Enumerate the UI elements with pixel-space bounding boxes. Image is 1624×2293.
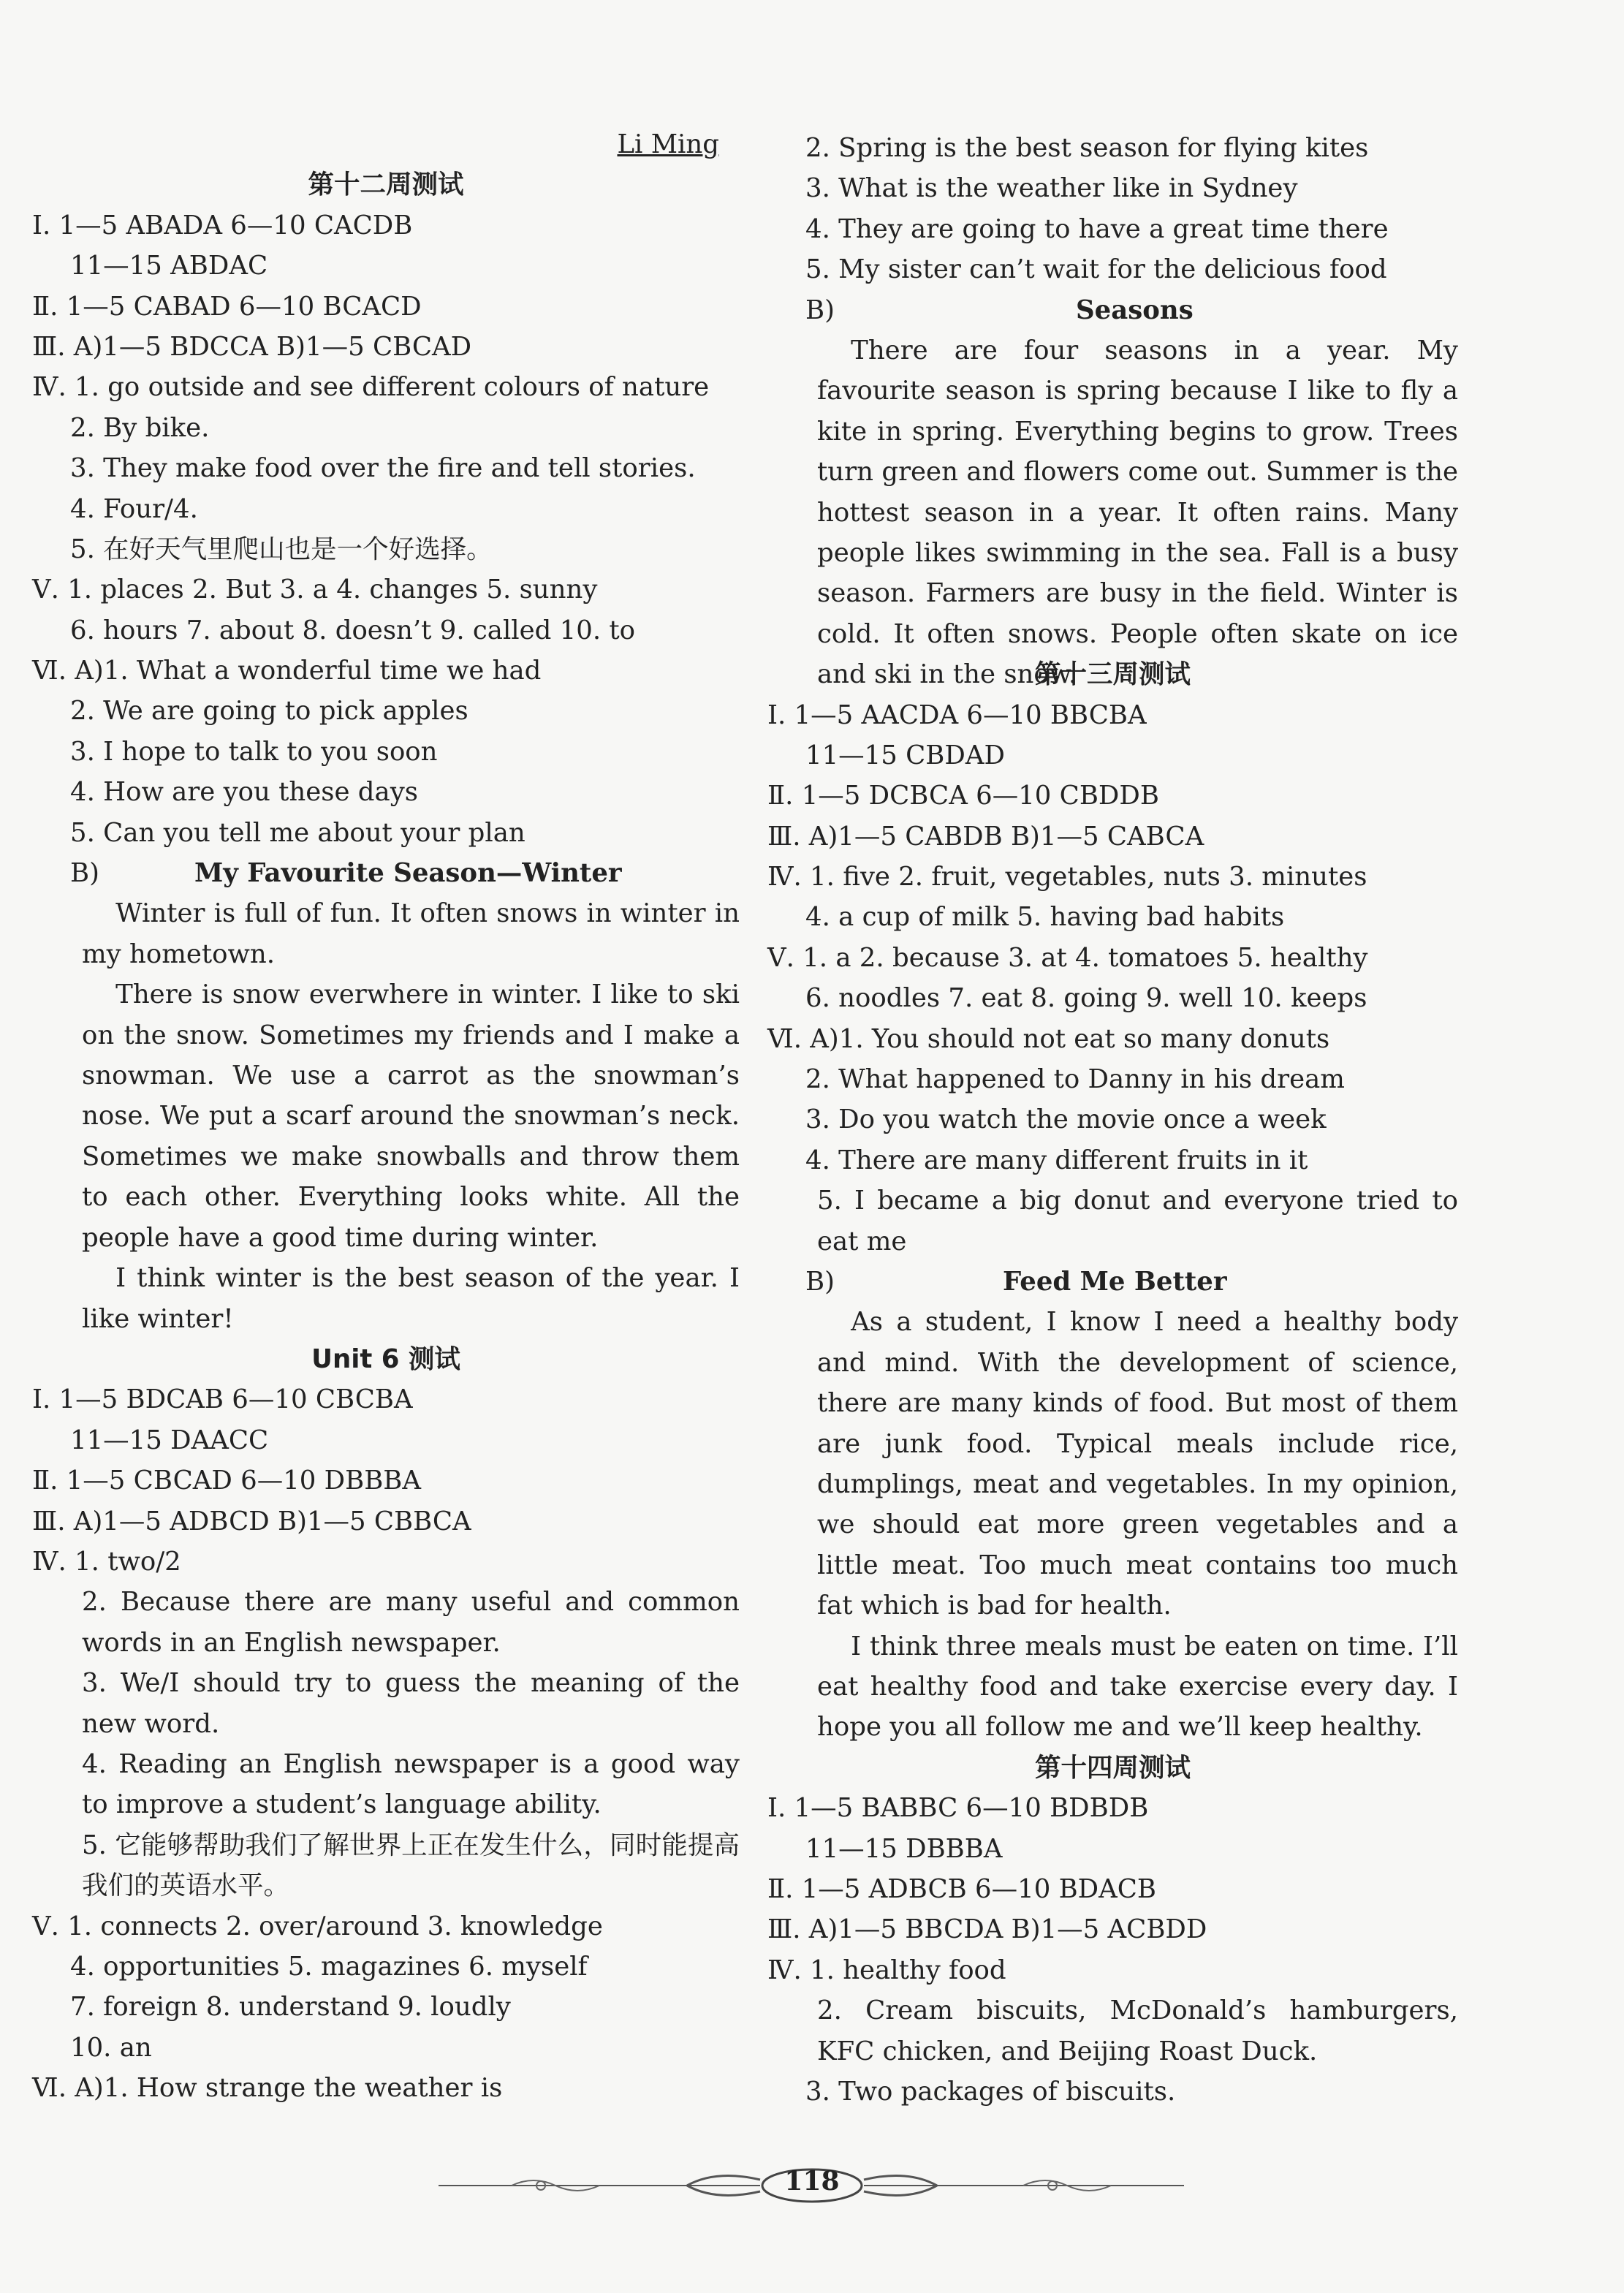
answer-line: 11—15 CBDAD xyxy=(805,740,1005,770)
page-number: 118 xyxy=(784,2166,840,2197)
answer-line: Ⅳ. 1. healthy food xyxy=(767,1955,1006,1985)
essay-paragraph: There is snow everwhere in winter. I like to ski on the snow. Sometimes my friends and I make a snowman. We use a carrot as the snowman’s nose. We put a scarf around the snowman’s neck. Sometimes we make snowballs and throw them to each other. Everything looks white. All the people have a good time during winter. xyxy=(82,979,740,1253)
answer-line: Ⅰ. 1—5 BABBC 6—10 BDBDB xyxy=(767,1793,1149,1824)
essay-paragraph: There are four seasons in a year. My favourite season is spring because I like to fly a kite in spring. Everything begins to grow. Trees turn green and flowers come out. Summer is the hottest season in a year. It often rains. Many people likes swimming in the sea. Fall is a busy season. Farmers are busy in the field. Winter is cold. It often snows. People often skate on ice and ski in the snow. xyxy=(817,335,1458,690)
answer-line: 4. There are many different fruits in it xyxy=(805,1145,1308,1175)
answer-line: Ⅰ. 1—5 ABADA 6—10 CACDB xyxy=(32,210,413,240)
answer-line: Ⅲ. A)1—5 CABDB B)1—5 CABCA xyxy=(767,821,1204,852)
answer-line: 3. I hope to talk to you soon xyxy=(70,736,438,767)
answer-line: 5. Can you tell me about your plan xyxy=(70,817,525,848)
answer-line: 3. What is the weather like in Sydney xyxy=(805,173,1298,204)
answer-line: 5. 在好天气里爬山也是一个好选择。 xyxy=(70,534,493,564)
essay-heading xyxy=(32,853,740,893)
answer-line: 4. Four/4. xyxy=(70,493,198,524)
answer-line: Ⅴ. 1. connects 2. over/around 3. knowledge xyxy=(32,1911,603,1941)
answer-line: Ⅱ. 1—5 DCBCA 6—10 CBDDB xyxy=(767,781,1159,811)
answer-line: 10. an xyxy=(70,2032,152,2063)
essay-title: Seasons xyxy=(1076,295,1194,325)
right-column xyxy=(767,128,1458,2112)
answer-line: 11—15 DAACC xyxy=(70,1425,269,1455)
answer-line: 2. We are going to pick apples xyxy=(70,696,468,727)
answer-line: 4. opportunities 5. magazines 6. myself xyxy=(70,1951,588,1982)
answer-line: 4. How are you these days xyxy=(70,777,418,808)
answer-line: Ⅱ. 1—5 ADBCB 6—10 BDACB xyxy=(767,1873,1157,1904)
answer-paragraph: 3. We/I should try to guess the meaning of the new word. xyxy=(82,1668,740,1739)
answer-line: Ⅰ. 1—5 AACDA 6—10 BBCBA xyxy=(767,700,1147,730)
answer-line: Ⅵ. A)1. How strange the weather is xyxy=(32,2073,503,2104)
answer-line: 4. They are going to have a great time there xyxy=(805,213,1389,244)
section-title-week14: 第十四周测试 xyxy=(1034,1752,1191,1783)
answer-line: Ⅰ. 1—5 BDCAB 6—10 CBCBA xyxy=(32,1384,413,1415)
answer-line: Ⅲ. A)1—5 BDCCA B)1—5 CBCAD xyxy=(32,331,472,362)
answer-line: 6. hours 7. about 8. doesn’t 9. called 10. to xyxy=(70,615,636,645)
answer-line: 3. Do you watch the movie once a week xyxy=(805,1104,1327,1135)
section-title-unit6: Unit 6 测试 xyxy=(311,1344,460,1375)
answer-line: 2. Spring is the best season for flying kites xyxy=(805,133,1369,163)
essay-paragraph: As a student, I know I need a healthy body and mind. With the development of science, there are many kinds of food. But most of them are junk food. Typical meals include rice, dumplings, meat and vegetables. In my opinion, we should eat more green vegetables and a little meat. Too much meat contains too much fat which is bad for health. xyxy=(817,1307,1458,1621)
answer-line: Ⅳ. 1. two/2 xyxy=(32,1546,181,1577)
essay-paragraph: I think three meals must be eaten on time. I’ll eat healthy food and take exercise every day. I hope you all follow me and we’ll keep healthy. xyxy=(817,1631,1458,1743)
answer-line: Ⅴ. 1. places 2. But 3. a 4. changes 5. sunny xyxy=(32,575,598,605)
student-name: Li Ming xyxy=(617,129,719,159)
essay-paragraph: Winter is full of fun. It often snows in winter in my hometown. xyxy=(82,898,740,969)
essay-heading xyxy=(767,290,1458,330)
section-title-week12: 第十二周测试 xyxy=(308,170,464,200)
answer-line: 11—15 DBBBA xyxy=(805,1833,1003,1864)
answer-line: 5. My sister can’t wait for the delicious food xyxy=(805,254,1387,285)
answer-line: 3. They make food over the fire and tell stories. xyxy=(70,453,696,484)
answer-line: Ⅱ. 1—5 CABAD 6—10 BCACD xyxy=(32,291,422,322)
answer-line: Ⅳ. 1. five 2. fruit, vegetables, nuts 3. minutes xyxy=(767,862,1367,892)
answer-paragraph: 2. Because there are many useful and common words in an English newspaper. xyxy=(82,1587,740,1658)
left-column xyxy=(32,124,740,2109)
answer-line: Ⅴ. 1. a 2. because 3. at 4. tomatoes 5. healthy xyxy=(767,942,1368,973)
essay-title: My Favourite Season—Winter xyxy=(194,858,622,889)
answer-line: Ⅲ. A)1—5 BBCDA B)1—5 ACBDD xyxy=(767,1914,1207,1945)
answer-line: 3. Two packages of biscuits. xyxy=(805,2076,1176,2107)
answer-line: Ⅵ. A)1. You should not eat so many donuts xyxy=(767,1023,1330,1054)
answer-line: Ⅲ. A)1—5 ADBCD B)1—5 CBBCA xyxy=(32,1506,471,1536)
answer-line: 2. By bike. xyxy=(70,412,210,443)
answer-line: 2. What happened to Danny in his dream xyxy=(805,1064,1345,1095)
answer-line: Ⅳ. 1. go outside and see different colours of nature xyxy=(32,372,710,403)
essay-title: Feed Me Better xyxy=(1003,1267,1227,1297)
essay-heading xyxy=(767,1262,1458,1302)
essay-paragraph: I think winter is the best season of the year. I like winter! xyxy=(82,1263,740,1334)
essay-b-label: B) xyxy=(805,295,835,325)
answer-paragraph: 5. 它能够帮助我们了解世界上正在发生什么，同时能提高我们的英语水平。 xyxy=(82,1830,740,1901)
answer-line: 6. noodles 7. eat 8. going 9. well 10. keeps xyxy=(805,983,1367,1014)
answer-paragraph: 4. Reading an English newspaper is a good way to improve a student’s language ability. xyxy=(82,1748,740,1820)
answer-line: 11—15 ABDAC xyxy=(70,251,268,281)
section-title-week13: 第十三周测试 xyxy=(1034,659,1191,690)
answer-paragraph: 5. I became a big donut and everyone tried to eat me xyxy=(817,1186,1458,1257)
essay-b-label: B) xyxy=(805,1267,835,1297)
answer-line: Ⅵ. A)1. What a wonderful time we had xyxy=(32,656,542,686)
answer-line: 4. a cup of milk 5. having bad habits xyxy=(805,902,1285,933)
answer-line: Ⅱ. 1—5 CBCAD 6—10 DBBBA xyxy=(32,1466,422,1496)
answer-paragraph: 2. Cream biscuits, McDonald’s hamburgers, KFC chicken, and Beijing Roast Duck. xyxy=(817,1996,1458,2066)
essay-b-label: B) xyxy=(70,858,99,889)
answer-line: 7. foreign 8. understand 9. loudly xyxy=(70,1992,511,2023)
